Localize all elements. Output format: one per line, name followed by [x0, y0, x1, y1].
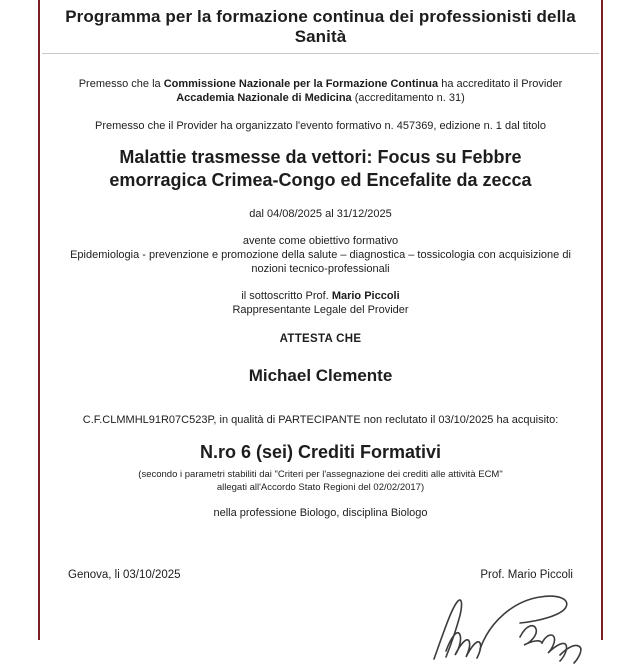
place-date: Genova, li 03/10/2025	[68, 569, 181, 581]
event-objective	[40, 234, 601, 276]
premise-event: Premesso che il Provider ha organizzato l'evento formativo n. 457369, edizione n. 1 dal titolo	[95, 120, 546, 132]
premise1-commission-name: Commissione Nazionale per la Formazione Continua	[163, 78, 439, 90]
footer-row	[40, 569, 601, 581]
profession-line: nella professione Biologo, disciplina Biologo	[213, 507, 428, 519]
certificate-body	[40, 0, 601, 520]
accreditation-number: (accreditamento n. 31)	[351, 92, 465, 104]
premise1-pre: Premesso che la	[78, 78, 164, 90]
event-title-line2: emorragica Crimea-Congo ed Encefalite da zecca	[109, 170, 532, 190]
event-title-line1: Malattie trasmesse da vettori: Focus su Febbre	[119, 147, 522, 167]
signer-name: Prof. Mario Piccoli	[480, 569, 573, 581]
signature-image	[428, 591, 593, 666]
objective-line1: Epidemiologia - prevenzione e promozione della salute – diagnostica – tossicologia con acquisizione di	[70, 249, 571, 261]
legal-representative-role: Rappresentante Legale del Provider	[232, 304, 409, 316]
fiscal-code-line: C.F.CLMMHL91R07C523P, in qualità di PARTECIPANTE non reclutato il 03/10/2025 ha acquisito:	[82, 414, 559, 426]
undersigned-name: Mario Piccoli	[331, 290, 400, 302]
premise1-post: ha accreditato il Provider	[438, 78, 563, 90]
provider-name: Accademia Nazionale di Medicina	[176, 92, 352, 104]
credits-title: N.ro 6 (sei) Crediti Formativi	[199, 442, 442, 462]
credits-note-line1: (secondo i parametri stabiliti dai "Criteri per l'assegnazione dei crediti alle attività ECM"	[138, 469, 503, 480]
certificate-header-title: Programma per la formazione continua dei professionisti della Sanità	[42, 0, 599, 54]
objective-line2: nozioni tecnico-professionali	[251, 263, 390, 275]
objective-intro: avente come obiettivo formativo	[242, 235, 399, 247]
event-title	[40, 146, 601, 192]
certificate-border-right	[601, 0, 603, 640]
attests-label: ATTESTA CHE	[279, 333, 362, 345]
credits-note-line2: allegati all'Accordo Stato Regioni del 02/02/2017)	[216, 482, 425, 493]
undersigned-pre: il sottoscritto Prof.	[241, 290, 332, 302]
credits-note	[40, 468, 601, 494]
participant-name: Michael Clemente	[248, 366, 393, 385]
premise-accreditation	[40, 77, 601, 105]
event-period: dal 04/08/2025 al 31/12/2025	[249, 208, 392, 220]
undersigned-block	[40, 289, 601, 317]
